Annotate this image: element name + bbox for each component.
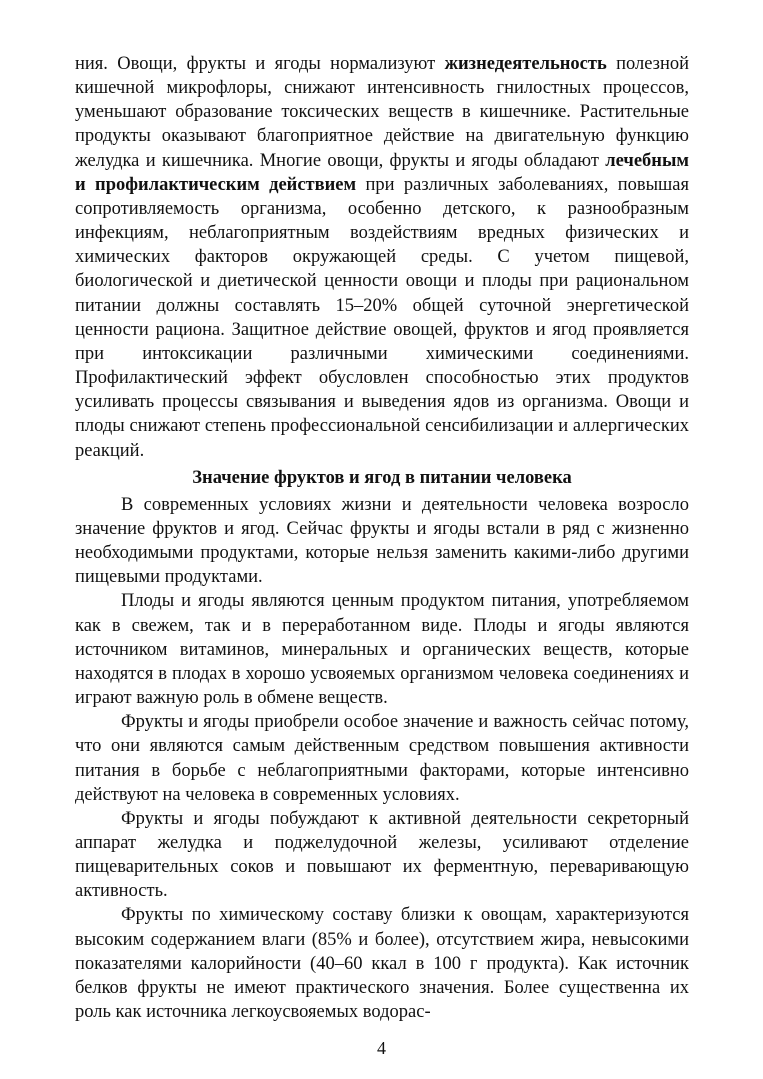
section-heading: Значение фруктов и ягод в питании человека — [192, 467, 572, 488]
paragraph-5: Фрукты по химическому составу близки к овощам, характеризуются высоким содержанием влаги (85% и более), отсутствием жира, невысокими показателями калорийности (40–60 ккал в 100 г продукта). Как источник белков фрукты не имеют практического значения. Более существенна их роль как источника легкоусвояемых водорас- — [75, 905, 689, 1023]
paragraph-1: В современных условиях жизни и деятельности человека возросло значение фруктов и ягод. Сейчас фрукты и ягоды встали в ряд с жизненно необходимыми продуктами, которые нельзя заменить какими-либо другими пищевыми продуктами. — [75, 494, 689, 588]
intro-paragraph — [75, 52, 689, 463]
intro-text-2: полезной кишечной микрофлоры, снижают интенсивность гнилостных процессов, уменьшают образование токсических веществ в кишечнике. Растительные продукты оказывают благоприятное действие на двигательную функцию желудка и кишечника. Многие овощи, фрукты и ягоды обладают — [75, 54, 690, 171]
intro-text-1: ния. Овощи, фрукты и ягоды нормализуют — [75, 54, 445, 74]
paragraph-3: Фрукты и ягоды приобрели особое значение и важность сейчас потому, что они являются самым действенным средством повышения активности питания в борьбе с неблагоприятными факторами, которые интенсивно действуют на человека в современных условиях. — [75, 712, 689, 805]
intro-bold-1: жизнедеятельность — [444, 54, 607, 74]
intro-bold-2: лечебным и профилактическим действием — [75, 150, 689, 195]
page-body — [75, 52, 689, 1024]
paragraph-4: Фрукты и ягоды побуждают к активной деятельности секреторный аппарат желудка и поджелудочной железы, усиливают отделение пищеварительных соков и повышают их ферментную, переваривающую активность. — [75, 808, 689, 902]
paragraph-2: Плоды и ягоды являются ценным продуктом питания, употребляемом как в свежем, так и в переработанном виде. Плоды и ягоды являются источником витаминов, минеральных и органических веществ, которые находятся в плодах в хорошо усвояемых организмом человека соединениях и играют важную роль в обмене веществ. — [75, 591, 689, 709]
page-number: 4 — [377, 1038, 386, 1058]
intro-text-3: при различных заболеваниях, повышая сопротивляемость организма, особенно детского, к разнообразным инфекциям, неблагоприятным воздействиям вредных физических и химических факторов окружающей среды. С учетом пищевой, биологической и диетической ценности овощи и плоды при рациональном питании должны составлять 15–20% общей суточной энергетической ценности рациона. Защитное действие овощей, фруктов и ягод проявляется при интоксикации различными химическими соединениями. Профилактический эффект обусловлен способностью этих продуктов усиливать процессы связывания и выведения ядов из организма. Овощи и плоды снижают степень профессиональной сенсибилизации и аллергических реакций. — [75, 174, 690, 461]
